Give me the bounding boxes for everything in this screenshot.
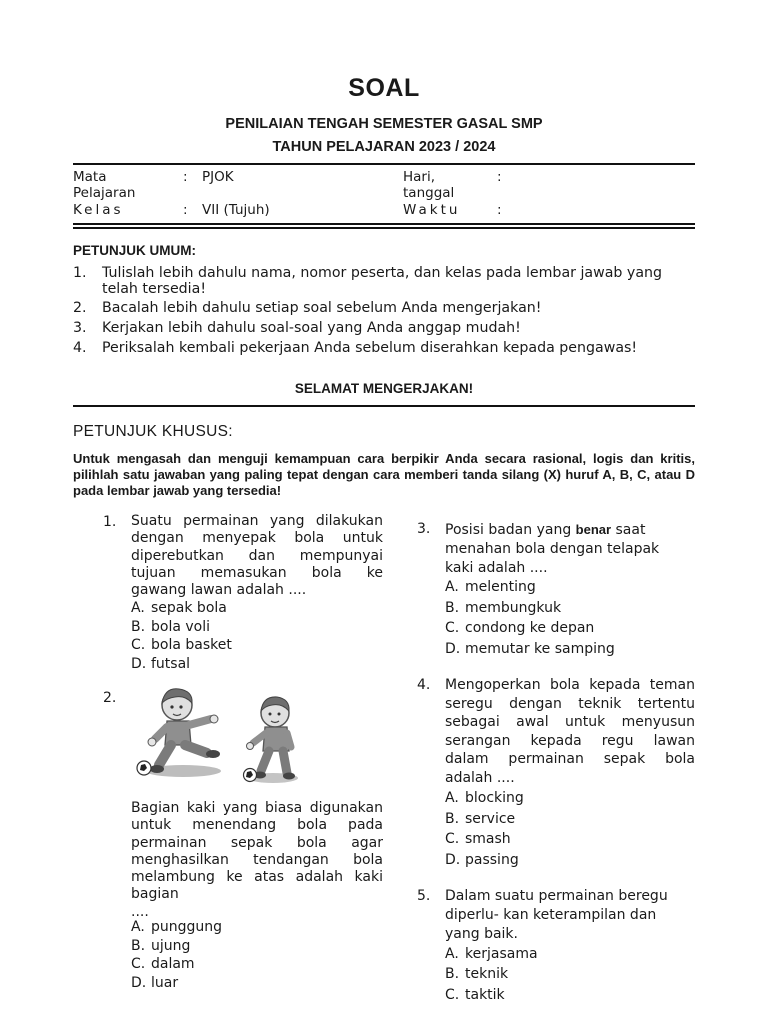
question-line: sebagai awal untuk menyusun [445,714,695,731]
question-line: seregu dengan teknik tertentu [445,695,695,712]
petunjuk-item-number: 2. [73,300,87,316]
question-line: kaki adalah .... [445,560,548,576]
info-bottom-rule-double [73,227,695,229]
option-text: bola basket [151,637,232,653]
petunjuk-item-line: Tulislah lebih dahulu nama, nomor peserta, dan kelas pada lembar jawab yang [102,265,663,281]
petunjuk-item-text: Bacalah lebih dahulu setiap soal sebelum Anda mengerjakan! [102,300,542,316]
option-letter: A. [131,919,145,935]
question-number: 4. [417,677,431,693]
option-c [445,830,511,848]
kelas-colon: : [183,202,188,218]
option-letter: C. [131,956,146,972]
option-text: dalam [151,956,195,972]
question-line: permainan sepak bola agar [131,834,383,851]
mapel-value: PJOK [202,169,234,185]
petunjuk-item-text [102,265,695,297]
option-text: luar [151,975,179,991]
question-number: 2. [103,690,117,706]
info-bottom-rule [73,223,695,225]
kelas-label: Kelas [73,202,124,218]
question-line: menahan bola dengan telapak [445,541,660,557]
option-letter: B. [445,811,460,827]
question-text [445,520,695,578]
waktu-colon: : [497,202,502,218]
question-line: Dalam suatu permainan beregu [445,888,668,904]
option-d [131,974,178,992]
page-title: SOAL [348,74,420,102]
option-d [445,640,615,658]
option-letter: D. [445,641,461,657]
option-b [445,599,561,617]
petunjuk-item-text: Kerjakan lebih dahulu soal-soal yang Anda anggap mudah! [102,320,521,336]
question-line: dengan menyepak bola untuk [131,530,383,547]
mapel-label-line1: Mata [73,169,107,185]
question-text [131,513,383,599]
petunjuk-khusus-text: Untuk mengasah dan menguji kemampuan cara berpikir Anda secara rasional, logis dan kritis, pilihlah satu jawaban yang paling tepat dengan cara memberi tanda silang (X) huruf A, B, C, atau D pada lembar jawab yang tersedia! [73,451,695,498]
kelas-value: VII (Tujuh) [202,202,270,218]
hari-label-line2: tanggal [403,185,455,201]
option-c [445,986,505,1004]
waktu-label: Waktu [403,202,461,218]
option-text: membungkuk [465,600,562,616]
question-text [131,800,383,921]
question-line: .... [131,903,149,920]
option-text: melenting [465,579,536,595]
question-number: 3. [417,521,431,537]
option-letter: C. [445,620,460,636]
option-letter: B. [445,600,460,616]
option-text: sepak bola [151,600,227,616]
soccer-kids-illustration [131,685,301,789]
option-text: blocking [465,790,524,806]
question-number: 1. [103,514,117,530]
option-text: service [465,811,516,827]
option-b [131,937,190,955]
question-1 [103,513,383,683]
option-a [131,918,222,936]
option-c [131,636,232,654]
mapel-colon: : [183,169,188,185]
petunjuk-item-number: 4. [73,340,87,356]
petunjuk-khusus-title: PETUNJUK KHUSUS: [73,423,233,440]
option-letter: A. [131,600,145,616]
section-divider [73,405,695,407]
option-letter: C. [445,987,460,1003]
question-line: dalam permainan sepak bola [445,751,695,768]
header-top-rule [73,163,695,165]
option-letter: A. [445,946,459,962]
option-letter: C. [131,637,146,653]
petunjuk-item-number: 3. [73,320,87,336]
mapel-label-line2: Pelajaran [73,185,136,201]
option-letter: B. [131,619,146,635]
question-line: untuk menendang bola pada [131,817,383,834]
question-line: diperebutkan dan mempunyai [131,547,383,564]
question-line: gawang lawan adalah .... [131,582,307,599]
question-3 [417,520,695,660]
option-text: bola voli [151,619,211,635]
petunjuk-item-1 [73,265,695,299]
option-letter: B. [445,966,460,982]
question-fragment: Posisi badan yang [445,522,576,538]
question-text [445,676,695,788]
option-letter: A. [445,579,459,595]
petunjuk-item-4 [73,340,695,358]
petunjuk-item-3 [73,320,695,338]
petunjuk-item-line: telah tersedia! [102,281,207,297]
option-a [445,945,538,963]
question-line: diperlu- kan keterampilan dan [445,907,657,923]
academic-year: TAHUN PELAJARAN 2023 / 2024 [272,139,496,155]
question-line: serangan kepada regu lawan [445,732,695,749]
option-letter: D. [131,656,147,672]
question-text [445,887,695,944]
option-text: condong ke depan [465,620,595,636]
option-letter: A. [445,790,459,806]
option-text: punggung [151,919,223,935]
question-4 [417,676,695,871]
petunjuk-item-2 [73,300,695,318]
option-a [131,599,227,617]
question-line: menghasilkan tendangan bola [131,851,383,868]
question-line: Bagian kaki yang biasa digunakan [131,800,383,816]
question-line: adalah .... [445,769,515,786]
exam-subtitle: PENILAIAN TENGAH SEMESTER GASAL SMP [225,116,543,132]
petunjuk-item-number: 1. [73,265,87,281]
option-c [131,955,195,973]
option-letter: C. [445,831,460,847]
question-line: melambung ke atas adalah kaki [131,869,383,886]
hari-label-line1: Hari, [403,169,436,185]
question-line: tujuan memasukan bola ke [131,564,383,581]
hari-colon: : [497,169,502,185]
question-line: Suatu permainan yang dilakukan [131,513,383,529]
question-2 [103,689,383,999]
question-emphasis: benar [575,522,612,537]
closing-text: SELAMAT MENGERJAKAN! [294,381,474,396]
petunjuk-item-text: Periksalah kembali pekerjaan Anda sebelum diserahkan kepada pengawas! [102,340,638,356]
option-b [445,810,515,828]
option-a [445,578,536,596]
option-d [131,655,190,673]
option-letter: D. [445,852,461,868]
option-text: memutar ke samping [465,641,615,657]
option-text: teknik [465,966,509,982]
option-text: futsal [151,656,191,672]
option-letter: D. [131,975,147,991]
question-line [445,520,695,540]
option-b [445,965,508,983]
option-text: taktik [465,987,505,1003]
option-c [445,619,594,637]
question-line: Mengoperkan bola kepada teman [445,677,695,693]
option-a [445,789,524,807]
option-text: ujung [151,938,191,954]
option-text: passing [465,852,519,868]
option-text: kerjasama [465,946,538,962]
question-line: yang baik. [445,926,518,942]
question-fragment: saat [611,522,646,538]
option-letter: B. [131,938,146,954]
question-number: 5. [417,888,431,904]
option-text: smash [465,831,511,847]
option-b [131,618,210,636]
petunjuk-umum-title: PETUNJUK UMUM: [73,243,196,258]
question-5 [417,887,695,1012]
option-d [445,851,519,869]
question-line: bagian [131,886,179,903]
